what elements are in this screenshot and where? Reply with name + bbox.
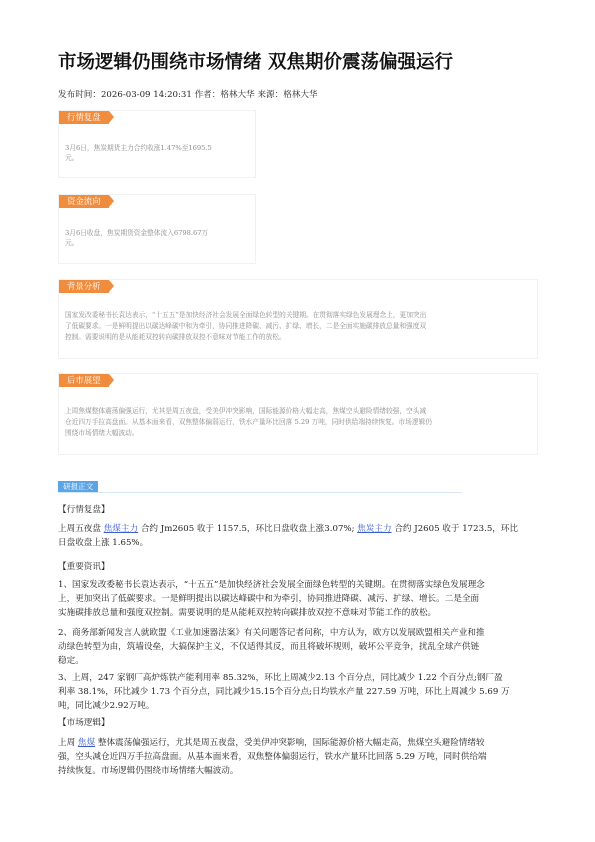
paragraph-news-2 — [58, 626, 538, 668]
text-line: 吨，同比减少2.92万吨。 — [58, 701, 155, 711]
text-line: 强，空头减仓近四万手拉高盘面。从基本面来看，双焦整体偏弱运行，铁水产量环比回落 5.29 万吨，同时供给端 — [58, 752, 487, 762]
fund-flow-line-2: 元。 — [65, 239, 79, 247]
text-line: 2、商务部新闻发言人就欧盟《工业加速器法案》有关问题答记者问称，中方认为，欧方以发展欧盟相关产业和推 — [58, 628, 485, 638]
research-body-divider — [58, 481, 462, 493]
section-market-logic: 【市场逻辑】 — [58, 718, 110, 728]
background-line-1: 国家发改委秘书长袁达表示，“十五五”是加快经济社会发展全面绿色转型的关键期。在贯彻落实绿色发展理念上，更加突出 — [65, 311, 427, 319]
fund-flow-tag: 资金流向 — [59, 195, 109, 208]
text: 合约 Jm2605 收于 1157.5，环比日盘收盘上涨3.07%; — [138, 524, 358, 534]
publish-meta: 发布时间：2026-03-09 14:20:31 作者：格林大华 来源：格林大华 — [58, 90, 318, 100]
paragraph-market-logic — [58, 736, 538, 778]
coking-coal-link[interactable]: 焦煤 — [77, 738, 96, 748]
text: 日盘收盘上涨 1.65%。 — [58, 538, 149, 548]
text-line: 稳定。 — [58, 656, 84, 666]
background-analysis-tag: 背景分析 — [59, 280, 109, 293]
background-line-3: 控制。需要说明的是从能耗双控转向碳排放双控不意味对节能工作的放松。 — [65, 333, 286, 341]
background-line-2: 了低碳要求。一是鲜明提出以碳达峰碳中和为牵引，协同推进降碳、减污、扩绿、增长，二是全面实施碳排放总量和强度双 — [65, 322, 427, 330]
text-line: 动绿色转型为由，筑墙设垒，大搞保护主义，不仅适得其反，而且将破坏规则，破坏公平竞争，扰乱全球产供链 — [58, 642, 480, 652]
text: 上周 — [58, 738, 78, 748]
paragraph-market-review — [58, 522, 538, 550]
outlook-line-2: 仓近四万手拉高盘面。从基本面来看，双焦整体偏弱运行，铁水产量环比回落 5.29 万吨，同时供给端持续恢复。市场逻辑仍 — [65, 418, 432, 426]
market-review-tag: 行情复盘 — [59, 111, 109, 124]
text-line: 上，更加突出了低碳要求。一是鲜明提出以碳达峰碳中和为牵引，协同推进降碳、减污、扩绿、增长。二是全面 — [58, 594, 480, 604]
text: 合约 J2605 收于 1723.5，环比 — [391, 524, 519, 534]
text-line: 3、上周，247 家钢厂高炉炼铁产能利用率 85.32%，环比上周减少2.13 个百分点，同比减少 1.22 个百分点;钢厂盈 — [58, 673, 503, 683]
background-analysis-card — [58, 279, 538, 359]
text-line: 利率 38.1%，环比减少 1.73 个百分点，同比减少15.15个百分点;日均铁水产量 227.59 万吨，环比上周减少 5.69 万 — [58, 687, 510, 697]
market-review-line-1: 3月6日，焦炭期货主力合约收涨1.47%至1695.5 — [65, 144, 212, 152]
text: 整体震荡偏强运行，尤其是周五夜盘，受美伊冲突影响，国际能源价格大幅走高，焦煤空头避险情绪较 — [95, 738, 485, 748]
outlook-line-3: 围绕市场情绪大幅波动。 — [65, 429, 139, 437]
paragraph-news-3 — [58, 671, 538, 713]
market-review-card — [58, 110, 256, 178]
market-review-line-2: 元。 — [65, 154, 79, 162]
research-body-tag: 研报正文 — [58, 481, 98, 492]
fund-flow-card — [58, 194, 256, 264]
text: 上周五夜盘 — [58, 524, 104, 534]
text-line: 1、国家发改委秘书长袁达表示，“十五五”是加快经济社会发展全面绿色转型的关键期。在贯彻落实绿色发展理念 — [58, 580, 485, 590]
outlook-card — [58, 373, 538, 455]
outlook-tag: 后市展望 — [59, 374, 109, 387]
outlook-line-1: 上周焦煤整体震荡偏强运行，尤其是周五夜盘，受美伊冲突影响，国际能源价格大幅走高，焦煤空头避险情绪较强，空头减 — [65, 407, 427, 415]
coke-main-link[interactable]: 焦炭主力 — [357, 524, 392, 534]
text-line: 实施碳排放总量和强度双控制。需要说明的是从能耗双控转向碳排放双控不意味对节能工作的放松。 — [58, 608, 437, 618]
page-title: 市场逻辑仍围绕市场情绪 双焦期价震荡偏强运行 — [58, 52, 453, 73]
coking-coal-main-link[interactable]: 焦煤主力 — [103, 524, 139, 534]
fund-flow-line-1: 3月6日收盘，焦炭期货资金整体流入6798.67万 — [65, 229, 209, 237]
text-line: 持续恢复。市场逻辑仍围绕市场情绪大幅波动。 — [58, 766, 239, 776]
section-market-review: 【行情复盘】 — [58, 505, 110, 515]
section-important-news: 【重要资讯】 — [58, 562, 110, 572]
paragraph-news-1 — [58, 578, 538, 620]
